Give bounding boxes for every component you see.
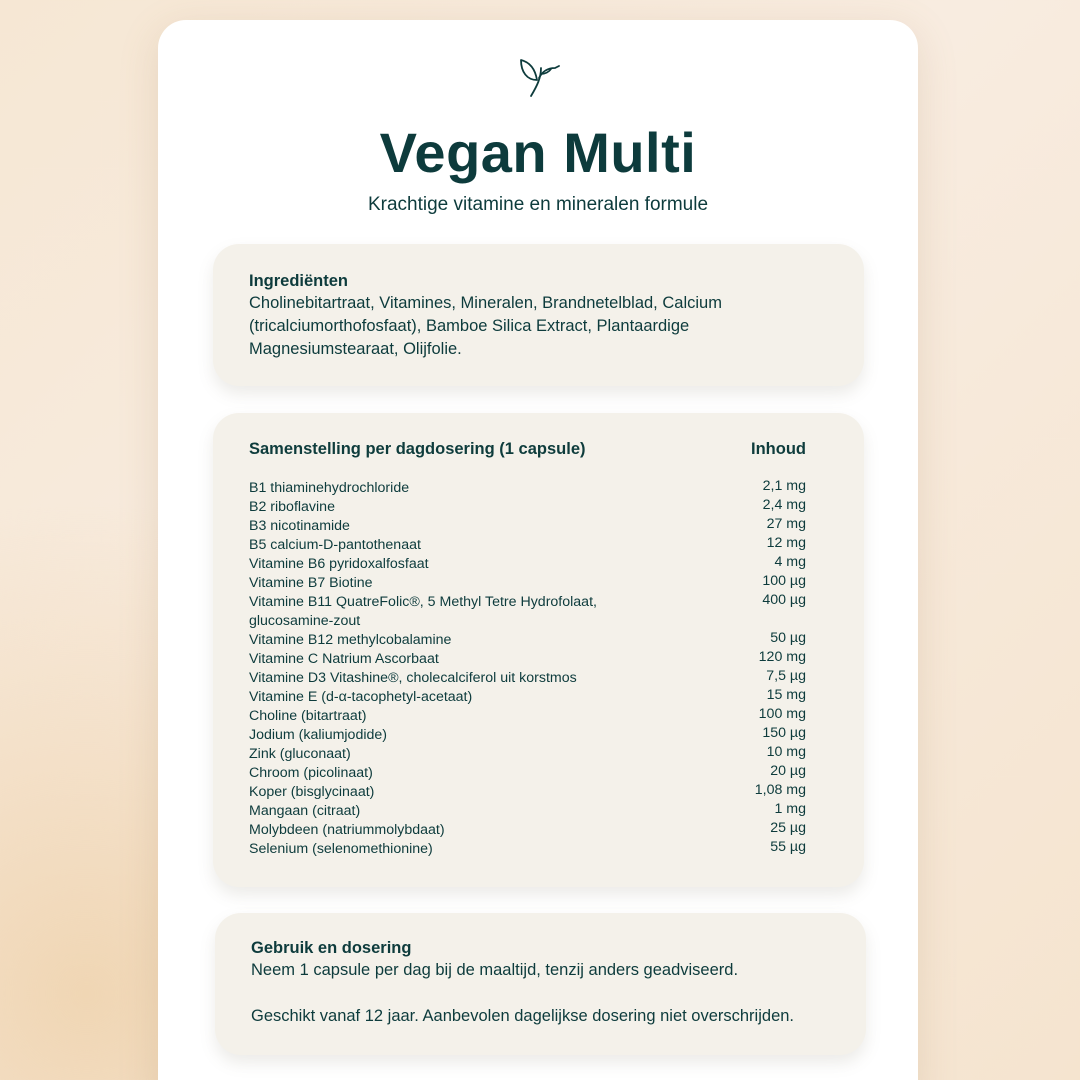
nutrient-amount: 10 mg bbox=[766, 744, 806, 760]
nutrient-name: Mangaan (citraat) bbox=[249, 803, 361, 819]
composition-row bbox=[249, 517, 806, 536]
composition-heading: Samenstelling per dagdosering (1 capsule) bbox=[249, 440, 586, 458]
nutrient-amount: 120 mg bbox=[758, 649, 806, 665]
amount-heading: Inhoud bbox=[751, 440, 806, 458]
nutrient-name: B5 calcium-D-pantothenaat bbox=[249, 537, 421, 553]
composition-row bbox=[249, 688, 806, 707]
nutrient-name: Jodium (kaliumjodide) bbox=[249, 727, 387, 743]
usage-spacer bbox=[251, 982, 846, 1005]
composition-row bbox=[249, 764, 806, 783]
ingredients-text: Cholinebitartraat, Vitamines, Mineralen, Brandnetelblad, Calcium (tricalciumorthofosfaat), Bamboe Silica Extract, Plantaardige Magnesiumstearaat, Olijfolie. bbox=[249, 294, 722, 358]
composition-row bbox=[249, 821, 806, 840]
product-card bbox=[158, 20, 918, 1080]
nutrient-amount: 1,08 mg bbox=[754, 782, 806, 798]
nutrient-amount: 27 mg bbox=[766, 516, 806, 532]
composition-row bbox=[249, 536, 806, 555]
nutrient-amount: 150 µg bbox=[762, 725, 806, 741]
nutrient-amount: 12 mg bbox=[766, 535, 806, 551]
nutrient-amount: 7,5 µg bbox=[766, 668, 806, 684]
nutrient-amount: 15 mg bbox=[766, 687, 806, 703]
nutrient-name: Vitamine D3 Vitashine®, cholecalciferol uit korstmos bbox=[249, 670, 577, 686]
nutrient-name: Vitamine B6 pyridoxalfosfaat bbox=[249, 556, 429, 572]
composition-row bbox=[249, 726, 806, 745]
composition-list bbox=[249, 479, 806, 859]
bird-leaf-icon bbox=[515, 56, 561, 98]
composition-row bbox=[249, 574, 806, 593]
nutrient-amount: 100 µg bbox=[762, 573, 806, 589]
nutrient-amount: 25 µg bbox=[770, 820, 806, 836]
nutrient-amount: 4 mg bbox=[774, 554, 806, 570]
composition-row bbox=[249, 631, 806, 650]
nutrient-amount: 50 µg bbox=[770, 630, 806, 646]
nutrient-name: Vitamine B11 QuatreFolic®, 5 Methyl Tetre Hydrofolaat, glucosamine-zout bbox=[249, 594, 597, 629]
nutrient-amount: 400 µg bbox=[762, 592, 806, 608]
nutrient-name: B1 thiaminehydrochloride bbox=[249, 480, 410, 496]
nutrient-name: Zink (gluconaat) bbox=[249, 746, 351, 762]
composition-row bbox=[249, 498, 806, 517]
ingredients-heading: Ingrediënten bbox=[249, 272, 349, 290]
nutrient-amount: 100 mg bbox=[758, 706, 806, 722]
nutrient-name: B2 riboflavine bbox=[249, 499, 335, 515]
nutrient-name: Vitamine E (d-α-tacophetyl-acetaat) bbox=[249, 689, 473, 705]
usage-dosage-text: Neem 1 capsule per dag bij de maaltijd, tenzij anders geadviseerd. bbox=[251, 961, 739, 979]
nutrient-name: Selenium (selenomethionine) bbox=[249, 841, 433, 857]
ingredients-panel bbox=[213, 244, 864, 386]
nutrient-name: Koper (bisglycinaat) bbox=[249, 784, 375, 800]
composition-header bbox=[249, 437, 806, 461]
nutrient-name: B3 nicotinamide bbox=[249, 518, 350, 534]
nutrient-name: Vitamine B7 Biotine bbox=[249, 575, 373, 591]
usage-panel bbox=[215, 913, 866, 1055]
composition-row bbox=[249, 555, 806, 574]
composition-row bbox=[249, 593, 806, 631]
usage-warning-text: Geschikt vanaf 12 jaar. Aanbevolen dagelijkse dosering niet overschrijden. bbox=[251, 1007, 795, 1025]
nutrient-amount: 1 mg bbox=[774, 801, 806, 817]
product-title: Vegan Multi bbox=[379, 121, 697, 184]
nutrient-amount: 2,1 mg bbox=[762, 478, 806, 494]
composition-row bbox=[249, 783, 806, 802]
nutrient-amount: 2,4 mg bbox=[762, 497, 806, 513]
nutrient-name: Vitamine B12 methylcobalamine bbox=[249, 632, 452, 648]
nutrient-name: Chroom (picolinaat) bbox=[249, 765, 373, 781]
composition-row bbox=[249, 707, 806, 726]
composition-row bbox=[249, 669, 806, 688]
nutrient-name: Molybdeen (natriummolybdaat) bbox=[249, 822, 445, 838]
logo bbox=[158, 56, 918, 100]
usage-heading: Gebruik en dosering bbox=[251, 939, 412, 957]
nutrient-amount: 20 µg bbox=[770, 763, 806, 779]
composition-row bbox=[249, 840, 806, 859]
composition-row bbox=[249, 802, 806, 821]
composition-row bbox=[249, 479, 806, 498]
nutrient-amount: 55 µg bbox=[770, 839, 806, 855]
composition-row bbox=[249, 650, 806, 669]
nutrient-name: Choline (bitartraat) bbox=[249, 708, 367, 724]
composition-panel bbox=[213, 413, 864, 887]
product-subtitle: Krachtige vitamine en mineralen formule bbox=[367, 194, 709, 215]
composition-row bbox=[249, 745, 806, 764]
nutrient-name: Vitamine C Natrium Ascorbaat bbox=[249, 651, 439, 667]
